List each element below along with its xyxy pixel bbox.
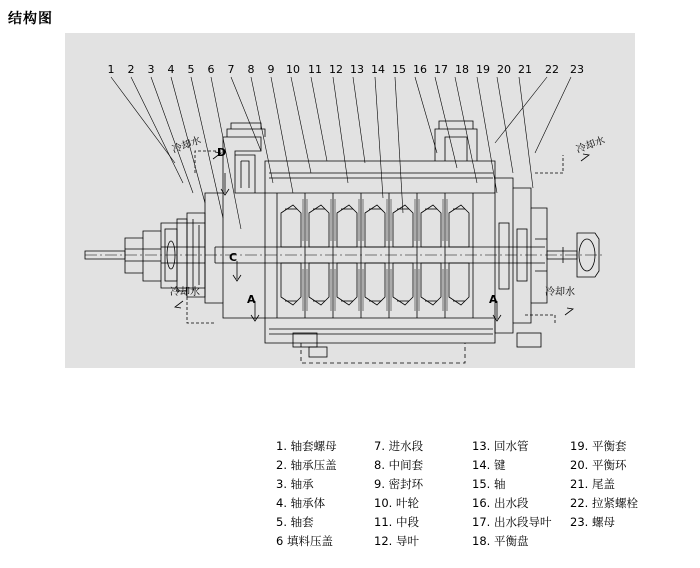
callout-number-14: 14	[371, 63, 385, 76]
callout-number-3: 3	[147, 63, 155, 76]
legend-column-3	[472, 438, 570, 550]
diagram-panel	[65, 33, 635, 368]
legend	[276, 438, 696, 550]
legend-item: 3. 轴承	[276, 477, 314, 491]
legend-column-2	[374, 438, 472, 550]
legend-item: 14. 键	[472, 458, 506, 472]
section-letter-a-left: A	[247, 293, 256, 306]
legend-item: 6 填料压盖	[276, 534, 333, 548]
legend-item: 12. 导叶	[374, 534, 419, 548]
legend-item: 16. 出水段	[472, 496, 529, 510]
callout-number-13: 13	[350, 63, 364, 76]
legend-item: 8. 中间套	[374, 458, 424, 472]
callout-number-8: 8	[247, 63, 255, 76]
page-title: 结构图	[8, 11, 53, 27]
callout-number-20: 20	[497, 63, 511, 76]
legend-item: 17. 出水段导叶	[472, 515, 552, 529]
legend-item: 19. 平衡套	[570, 439, 627, 453]
legend-column-4	[570, 438, 690, 550]
legend-item: 4. 轴承体	[276, 496, 326, 510]
legend-item: 7. 进水段	[374, 439, 424, 453]
legend-column-1	[276, 438, 374, 550]
cooling-water-top-left-label: 冷却水	[170, 135, 203, 156]
callout-number-15: 15	[392, 63, 406, 76]
callout-number-18: 18	[455, 63, 469, 76]
legend-item: 11. 中段	[374, 515, 419, 529]
callout-number-17: 17	[434, 63, 448, 76]
legend-item: 20. 平衡环	[570, 458, 627, 472]
legend-item: 1. 轴套螺母	[276, 439, 337, 453]
legend-item: 10. 叶轮	[374, 496, 419, 510]
callout-number-21: 21	[518, 63, 532, 76]
section-letter-a-right: A	[489, 293, 498, 306]
legend-item: 13. 回水管	[472, 439, 529, 453]
callout-number-11: 11	[308, 63, 322, 76]
callout-number-23: 23	[570, 63, 584, 76]
legend-item: 15. 轴	[472, 477, 506, 491]
section-letter-d: D	[217, 146, 227, 159]
legend-item: 23. 螺母	[570, 515, 615, 529]
pump-cross-section-diagram	[65, 33, 635, 368]
callout-number-2: 2	[127, 63, 135, 76]
callout-number-22: 22	[545, 63, 559, 76]
callout-number-5: 5	[187, 63, 195, 76]
callout-number-4: 4	[167, 63, 175, 76]
cooling-water-bottom-right-label: 冷却水	[545, 287, 575, 298]
callout-number-19: 19	[476, 63, 490, 76]
legend-item: 9. 密封环	[374, 477, 424, 491]
legend-item: 18. 平衡盘	[472, 534, 529, 548]
cooling-water-top-right-label: 冷却水	[574, 135, 607, 156]
callout-number-7: 7	[227, 63, 235, 76]
cooling-water-bottom-left-label: 冷却水	[170, 287, 200, 298]
callout-number-6: 6	[207, 63, 215, 76]
legend-item: 5. 轴套	[276, 515, 314, 529]
callout-number-9: 9	[267, 63, 275, 76]
legend-item: 21. 尾盖	[570, 477, 615, 491]
callout-number-1: 1	[107, 63, 115, 76]
callout-number-16: 16	[413, 63, 427, 76]
callout-number-10: 10	[286, 63, 300, 76]
legend-item: 2. 轴承压盖	[276, 458, 337, 472]
legend-item: 22. 拉紧螺栓	[570, 496, 638, 510]
callout-number-12: 12	[329, 63, 343, 76]
section-letter-c: C	[229, 251, 238, 264]
